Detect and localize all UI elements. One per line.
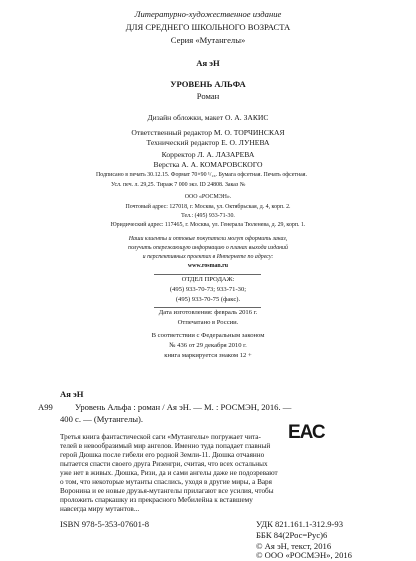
copyright-line: © ООО «РОСМЭН», 2016 (256, 550, 352, 560)
divider (154, 307, 261, 308)
publisher-legal-address: Юридический адрес: 117465, г. Москва, ул. Генерала Тюленева, д. 29, корп. 1. (110, 222, 306, 228)
catalog-code: А99 (38, 402, 53, 412)
sales-phone-line: (495) 933-70-73; 933-71-30; (169, 286, 247, 293)
print-specs-line: Подписано в печать 30.12.15. Формат 70×90 ¹/₁₆. Бумага офсетная. Печать офсетная. (96, 172, 307, 178)
credit-line: Дизайн обложки, макет О. А. ЗАКИС (147, 113, 269, 122)
annotation-line: герой Дюшка после гибели его родной Земли-11. Дюшка отчаянно (60, 451, 265, 459)
website-link[interactable]: www.rosman.ru (187, 263, 229, 269)
law-line: № 436 от 29 декабря 2010 г. (169, 342, 247, 349)
annotation-line: Воронина и ее новые друзья-мутангелы прилагают все усилия, чтобы (60, 487, 274, 495)
printed-in: Отпечатано в России. (177, 319, 239, 326)
credit-line: Верстка А. А. КОМАРОВСКОГО (153, 160, 263, 169)
credit-line: Ответственный редактор М. О. ТОРЧИНСКАЯ (131, 128, 285, 137)
annotation-line: телей в невообразимый мир ангелов. Именно туда попадает главный (60, 442, 271, 450)
publisher-phone: Тел.: (495) 933-71-30. (181, 213, 235, 219)
udc-code: УДК 821.161.1-312.9-93 (256, 519, 343, 529)
print-specs-line: Усл. печ. л. 29,25. Тираж 7 000 экз. ID 24808. Заказ № (111, 182, 246, 188)
credit-line: Корректор Л. А. ЛАЗАРЕВА (161, 150, 255, 159)
annotation-line: проложить спаркашку из прекрасного Мебилейна к вставшему (60, 496, 253, 504)
publisher-name: ООО «РОСМЭН». (184, 194, 232, 200)
notice-line: Наши клиенты и оптовые покупатели могут оформить заказ, (128, 236, 288, 242)
credit-line: Технический редактор Е. О. ЛУНЕВА (146, 138, 270, 147)
annotation-line: уже нет в живых. Дюшка, Ризи, да и сами ангелы даже не подозревают (60, 469, 278, 477)
author-name: Ая эН (196, 58, 220, 68)
bbk-code: ББК 84(2Рос=Рус)6 (256, 530, 328, 540)
annotation-line: Третья книга фантастической саги «Мутангелы» погружает чита- (60, 433, 261, 441)
sales-phone-line: (495) 933-70-75 (факс). (175, 296, 241, 303)
notice-line: и перспективных проектах в Интернете по адресу: (142, 254, 274, 260)
notice-line: получить опережающую информацию о планах выхода изданий (128, 245, 288, 251)
annotation-line: о том, что некоторые мутанты спаслись, уходя в другие миры, а Варя (60, 478, 272, 486)
annotation-line: пытается спасти своего друга Ризенгри, считая, что всех остальных (60, 460, 268, 468)
catalog-author: Ая эН (60, 389, 84, 399)
catalog-entry-line: Уровень Альфа : роман / Ая эН. — М. : РОСМЭН, 2016. — (75, 402, 292, 412)
annotation-line: навсегда миру мутантов... (60, 505, 140, 513)
law-line: книга маркируется знаком 12 + (164, 352, 252, 359)
series-line: Серия «Мутангелы» (170, 35, 246, 45)
production-date: Дата изготовления: февраль 2016 г. (158, 309, 258, 316)
book-title: УРОВЕНЬ АЛЬФА (170, 79, 246, 89)
publisher-postal-address: Почтовый адрес: 127018, г. Москва, ул. Октябрьская, д. 4, корп. 2. (125, 204, 291, 210)
divider (154, 274, 261, 275)
catalog-entry-line: 400 с. — (Мутангелы). (60, 414, 144, 424)
sales-heading: ОТДЕЛ ПРОДАЖ: (181, 276, 235, 283)
eac-conformity-mark: ЕАС (288, 422, 325, 443)
copyright-line: © Ая эН, текст, 2016 (256, 541, 332, 551)
genre-form: Роман (196, 91, 220, 101)
audience-line: ДЛЯ СРЕДНЕГО ШКОЛЬНОГО ВОЗРАСТА (125, 22, 291, 32)
isbn: ISBN 978-5-353-07601-8 (60, 519, 150, 529)
edition-type: Литературно-художественное издание (134, 9, 282, 19)
law-line: В соответствии с Федеральным законом (151, 332, 265, 339)
